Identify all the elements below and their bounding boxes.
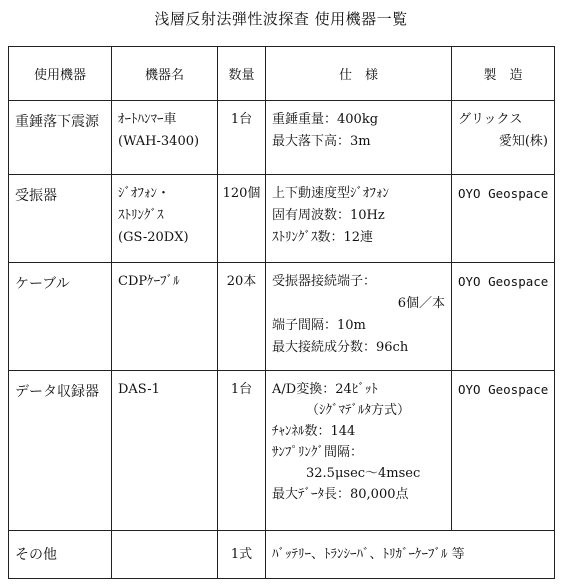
row-qty: 1台 [230,382,253,397]
row-use: 受振器 [15,188,57,204]
row-spec-line: 受振器接続端子： [272,274,377,289]
table-row [9,101,555,175]
row-spec-line: ｻﾝﾌﾟﾘﾝｸﾞ間隔： [272,445,364,460]
row-use-cell [9,371,112,531]
row-qty: 20本 [226,274,257,289]
row-maker-line: OYO Geospace [458,382,549,397]
row-name-line: ｼﾞｵﾌｫﾝ・ [118,186,171,201]
row-spec-line: 重錘重量：400kg [272,112,379,127]
equipment-table [8,46,555,579]
row-name-cell [112,263,218,371]
row-spec-line: 最大落下高：3m [272,134,371,149]
row-qty-cell [218,263,266,371]
row-maker-line: OYO Geospace [458,274,549,289]
row-spec-line: 最大接続成分数：96ch [272,340,409,355]
row-qty: 1台 [230,112,253,127]
row-qty-cell [218,101,266,175]
row-spec-cell [266,371,452,531]
table-row [9,175,555,263]
row-spec-line: A/D変換：24ﾋﾞｯﾄ [272,382,378,397]
row-use-cell [9,101,112,175]
row-use-cell [9,531,112,579]
row-maker-cell [452,175,555,263]
row-maker-cell [452,371,555,531]
header-row [9,47,555,101]
row-spec-line: 最大ﾃﾞｰﾀ長：80,000点 [272,487,409,502]
row-name-line: DAS-1 [118,382,160,397]
row-name-cell [112,175,218,263]
row-qty: 1式 [230,546,253,562]
row-name-line: (WAH-3400) [118,134,200,149]
row-use-cell [9,263,112,371]
row-maker-line: OYO Geospace [458,186,549,201]
row-name-cell [112,531,218,579]
row-maker-cell [452,101,555,175]
row-use: その他 [15,546,57,563]
row-maker-line: グリックス [458,112,523,127]
row-spec-line: 固有周波数：10Hz [272,208,385,223]
row-spec-cell [266,263,452,371]
row-spec-cell [266,101,452,175]
header-name: 機器名 [112,47,218,101]
row-name-cell [112,101,218,175]
header-maker: 製 造 [452,47,555,101]
row-spec-line: （ｼｸﾞﾏﾃﾞﾙﾀ方式） [306,403,411,418]
row-maker-line: 愛知(株) [498,134,548,149]
row-name-line: (GS-20DX) [118,230,189,245]
row-name-line: ｽﾄﾘﾝｸﾞｽ [118,208,164,223]
row-qty-cell [218,371,266,531]
row-spec-cell [266,175,452,263]
header-qty: 数量 [218,47,266,101]
row-spec-line: 端子間隔：10m [272,318,366,333]
row-use: 重錘落下震源 [15,114,99,130]
row-qty: 120個 [222,186,261,201]
row-other-text: ﾊﾞｯﾃﾘｰ、ﾄﾗﾝｼｰﾊﾞ、ﾄﾘｶﾞｰｹｰﾌﾞﾙ 等 [272,546,465,562]
table-row [9,371,555,531]
row-spec-line: 上下動速度型ｼﾞｵﾌｫﾝ [272,186,390,201]
row-maker-cell [452,263,555,371]
row-use: ケーブル [15,276,70,292]
row-name-line: ｵｰﾄﾊﾝﾏｰ車 [118,112,177,127]
row-use: データ収録器 [15,384,99,400]
row-use-cell [9,175,112,263]
row-qty-cell [218,175,266,263]
table-row [9,531,555,579]
row-spec-line: 6個／本 [397,296,445,311]
row-spec-line: ｽﾄﾘﾝｸﾞｽ数：12連 [272,230,374,245]
header-spec: 仕 様 [266,47,452,101]
row-name-cell [112,371,218,531]
row-spec-line: 32.5μsec～4msec [306,466,421,481]
document-title: 浅層反射法弾性波探査 使用機器一覧 [154,10,408,28]
header-use: 使用機器 [9,47,112,101]
table-row [9,263,555,371]
row-name-line: CDPｹｰﾌﾞﾙ [118,274,180,289]
row-spec-line: ﾁｬﾝﾈﾙ数：144 [272,424,356,439]
row-qty-cell [218,531,266,579]
row-other-cell [266,531,555,579]
